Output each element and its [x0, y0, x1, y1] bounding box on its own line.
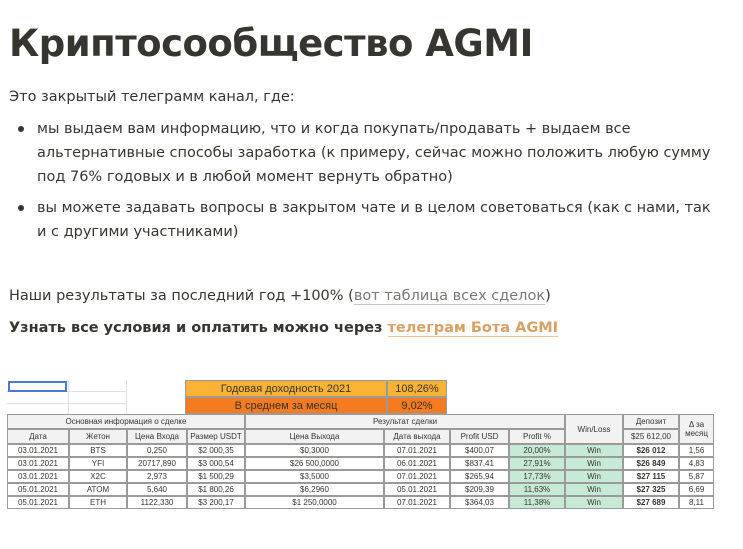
sheet-empty-cell — [69, 392, 127, 404]
table-cell: 07.01.2021 — [384, 470, 450, 483]
table-cell: ATOM — [69, 483, 127, 496]
table-cell: $26 849 — [623, 457, 679, 470]
table-cell: 20717,890 — [127, 457, 187, 470]
table-cell: $1 500,29 — [187, 470, 245, 483]
table-cell: 8,11 — [679, 496, 714, 509]
sheet-empty-cell — [69, 380, 127, 392]
table-cell: 11,63% — [509, 483, 565, 496]
table-cell: X2C — [69, 470, 127, 483]
cta-prefix: Узнать все условия и оплатить можно через — [9, 320, 388, 336]
table-cell: 6,69 — [679, 483, 714, 496]
table-cell: $265,94 — [450, 470, 509, 483]
table-cell: 07.01.2021 — [384, 496, 450, 509]
table-cell: $0,3000 — [245, 444, 384, 457]
bullet-text: вы можете задавать вопросы в закрытом чате и в целом советоваться (как с нами, так и с другими участниками) — [37, 200, 711, 240]
table-cell: 0,250 — [127, 444, 187, 457]
annual-yield-value: 108,26% — [387, 380, 447, 397]
table-cell: 05.01.2021 — [7, 483, 69, 496]
table-cell: YFI — [69, 457, 127, 470]
table-cell: 05.01.2021 — [7, 496, 69, 509]
telegram-bot-link[interactable]: телеграм Бота AGMI — [387, 320, 559, 336]
page-title: Криптосообщество AGMI — [9, 22, 533, 65]
table-cell: Win — [565, 457, 623, 470]
table-cell: 1122,330 — [127, 496, 187, 509]
column-header: Жетон — [69, 429, 127, 444]
column-header: Цена Выхода — [245, 429, 384, 444]
table-cell: $27 115 — [623, 470, 679, 483]
sheet-empty-cell — [7, 392, 69, 404]
table-cell: 07.01.2021 — [384, 444, 450, 457]
table-cell: 03.01.2021 — [7, 457, 69, 470]
table-cell: $3,5000 — [245, 470, 384, 483]
annual-yield-label: Годовая доходность 2021 — [185, 380, 387, 397]
table-cell: Win — [565, 483, 623, 496]
cta-line — [9, 320, 558, 336]
table-cell: 1,56 — [679, 444, 714, 457]
group-header-result: Результат сделки — [245, 414, 565, 429]
table-cell: 2,973 — [127, 470, 187, 483]
table-cell: 27,91% — [509, 457, 565, 470]
results-suffix: ) — [545, 288, 551, 304]
table-cell: 06.01.2021 — [384, 457, 450, 470]
table-cell: $27 689 — [623, 496, 679, 509]
table-cell: $1 800,26 — [187, 483, 245, 496]
table-cell: Win — [565, 496, 623, 509]
table-cell: $27 325 — [623, 483, 679, 496]
trades-spreadsheet-image — [7, 380, 714, 510]
table-cell: 05.01.2021 — [384, 483, 450, 496]
monthly-yield-label: В среднем за месяц — [185, 397, 387, 414]
bullet-icon — [18, 205, 24, 211]
table-cell: $364,03 — [450, 496, 509, 509]
table-cell: $2 000,35 — [187, 444, 245, 457]
table-cell: 03.01.2021 — [7, 444, 69, 457]
results-prefix: Наши результаты за последний год +100% ( — [9, 288, 354, 304]
table-cell: Win — [565, 444, 623, 457]
results-line — [9, 288, 551, 304]
table-cell: $400,07 — [450, 444, 509, 457]
column-header: Profit % — [509, 429, 565, 444]
deposit-value: $25 612,00 — [623, 429, 679, 444]
features-list — [9, 117, 724, 251]
list-item — [9, 117, 724, 189]
table-cell: ETH — [69, 496, 127, 509]
delta-header: Δ за месяц — [679, 414, 714, 444]
table-cell: 5,87 — [679, 470, 714, 483]
column-header: Дата — [7, 429, 69, 444]
column-header: Размер USDT — [187, 429, 245, 444]
table-cell: $3 200,17 — [187, 496, 245, 509]
table-cell: 17,73% — [509, 470, 565, 483]
column-header: Цена Входа — [127, 429, 187, 444]
table-cell: $3 000,54 — [187, 457, 245, 470]
monthly-yield-value: 9,02% — [387, 397, 447, 414]
table-cell: 20,00% — [509, 444, 565, 457]
list-item — [9, 196, 724, 244]
table-cell: 03.01.2021 — [7, 470, 69, 483]
deals-table-link[interactable]: вот таблица всех сделок — [353, 288, 546, 304]
bullet-text: мы выдаем вам информацию, что и когда покупать/продавать + выдаем все альтернативные способы заработка (к примеру, сейчас можно положить любую сумму под 76% годовых и в любой момент вернуть обратно) — [37, 121, 711, 185]
table-cell: $26 500,0000 — [245, 457, 384, 470]
column-header: Win/Loss — [565, 414, 623, 444]
deposit-label: Депозит — [623, 414, 679, 429]
selected-cell — [8, 381, 67, 392]
table-cell: $1 250,0000 — [245, 496, 384, 509]
group-header-main: Основная информация о сделке — [7, 414, 245, 429]
table-cell: $26 012 — [623, 444, 679, 457]
intro-text: Это закрытый телеграмм канал, где: — [9, 89, 295, 105]
table-cell: BTS — [69, 444, 127, 457]
column-header: Дата выхода — [384, 429, 450, 444]
table-cell: 11,38% — [509, 496, 565, 509]
table-cell: 5,640 — [127, 483, 187, 496]
table-cell: Win — [565, 470, 623, 483]
column-header: Profit USD — [450, 429, 509, 444]
table-cell: $837,41 — [450, 457, 509, 470]
table-cell: $209,39 — [450, 483, 509, 496]
bullet-icon — [18, 126, 24, 132]
table-cell: 4,83 — [679, 457, 714, 470]
table-cell: $6,2960 — [245, 483, 384, 496]
